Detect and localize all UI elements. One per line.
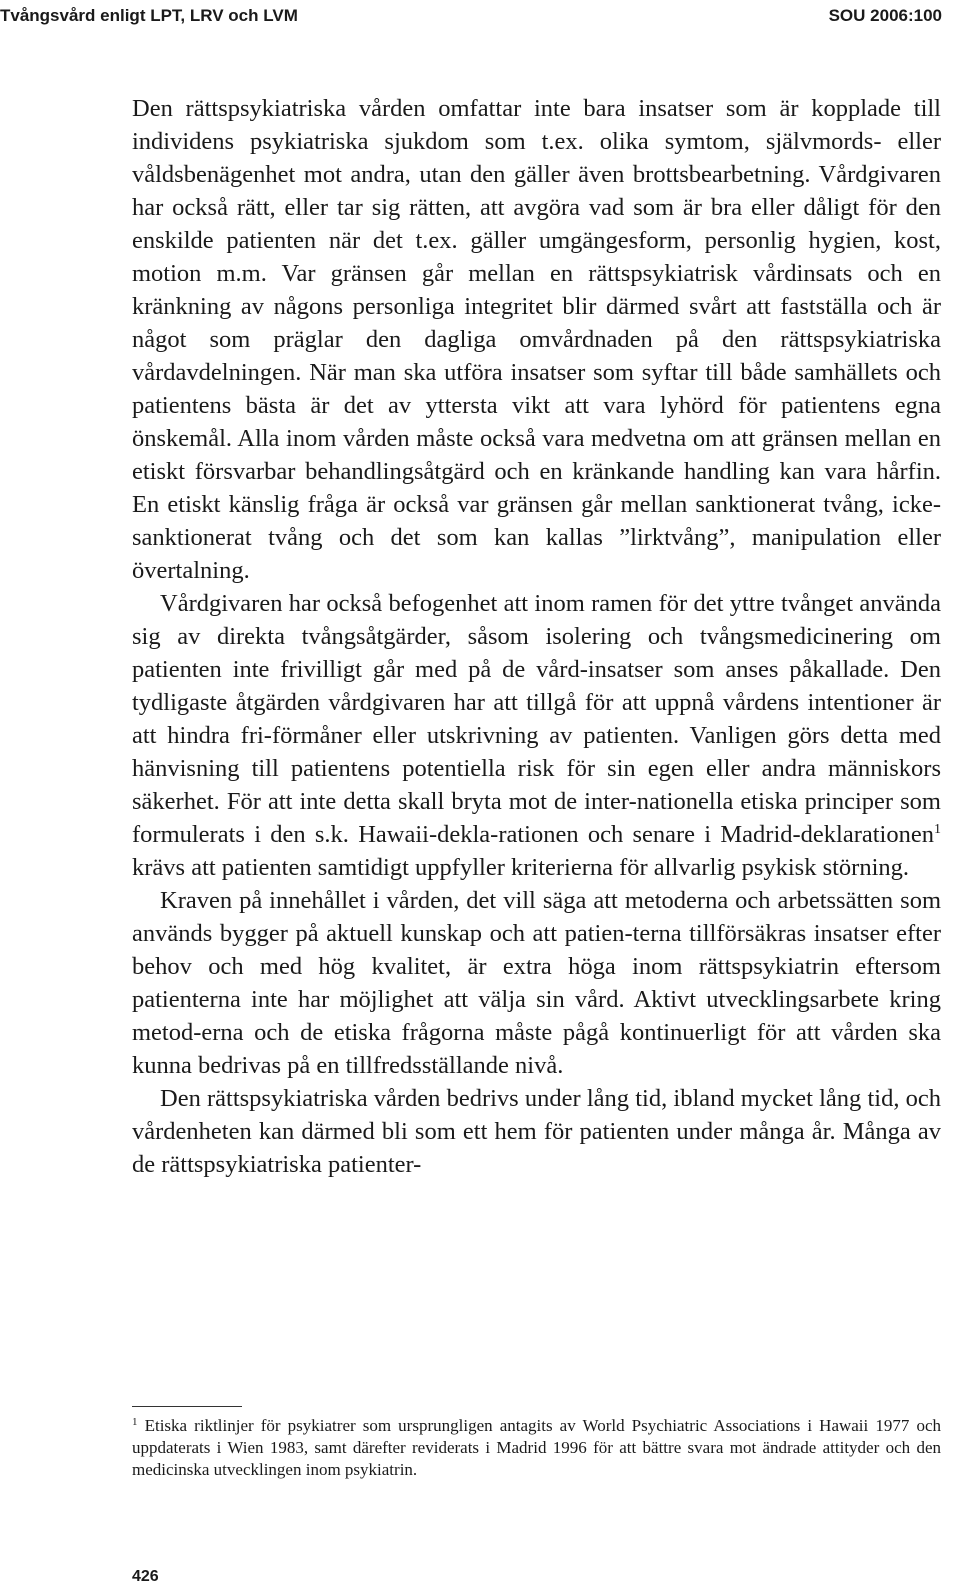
footnote-reference: 1 xyxy=(934,822,941,837)
paragraph xyxy=(132,587,941,884)
paragraph: Den rättspsykiatriska vården bedrivs under lång tid, ibland mycket lång tid, och vårdenheten kan därmed bli som ett hem för patienten under många år. Många av de rättspsykiatriska patienter- xyxy=(132,1085,941,1178)
running-header xyxy=(0,4,942,28)
page-number: 426 xyxy=(132,1568,159,1585)
paragraph: Den rättspsykiatriska vården omfattar inte bara insatser som är kopplade till individens psykiatriska sjukdom som t.ex. olika symtom, självmords- eller våldsbenägenhet mot andra, utan den gäller även brottsbearbetning. Vårdgivaren har också rätt, eller tar sig rätten, att avgöra vad som är bra eller dåligt för den enskilde patienten när det t.ex. gäller umgängesform, personlig hygien, kost, motion m.m. Var gränsen går mellan en rättspsykiatrisk vårdinsats och en kränkning av någons personliga integritet blir därmed svårt att fastställa och är något som präglar den dagliga omvårdnaden på den rättspsykiatriska vårdavdelningen. När man ska utföra insatser som syftar till både samhällets och patientens bästa är det av yttersta vikt att vara lyhörd för patientens egna önskemål. Alla inom vården måste också vara medvetna om att gränsen mellan en etiskt försvarbar behandlingsåtgärd och en kränkande handling kan vara hårfin. En etiskt känslig fråga är också var gränsen går mellan sanktionerat tvång, icke-sanktionerat tvång och det som kan kallas ”lirktvång”, manipulation eller övertalning. xyxy=(132,95,941,584)
paragraph: Kraven på innehållet i vården, det vill säga att metoderna och arbetssätten som används bygger på aktuell kunskap och att patien-terna tillförsäkras insatser efter behov och med hög kvalitet, är extra höga inom rättspsykiatrin eftersom patienterna inte har möjlighet att välja sin vård. Aktivt utvecklingsarbete kring metod-erna och de etiska frågorna måste pågå kontinuerligt för att vården ska kunna bedrivas på en tillfredsställande nivå. xyxy=(132,887,941,1079)
footnote xyxy=(132,1415,941,1481)
paragraph-text-tail: krävs att patienten samtidigt uppfyller kriterierna för allvarlig psykisk störning. xyxy=(132,854,910,881)
header-report-id: SOU 2006:100 xyxy=(828,6,942,25)
body-text xyxy=(132,92,941,1181)
paragraph-text: Vårdgivaren har också befogenhet att inom ramen för det yttre tvånget använda sig av direkta tvångsåtgärder, såsom isolering och tvångsmedicinering om patienten inte frivilligt går med på de vård-insatser som anses påkallade. Den tydligaste åtgärden vårdgivaren har att tillgå för att uppnå vårdens intentioner är att hindra fri-förmåner eller utskrivning av patienten. Vanligen görs detta med hänvisning till patientens potentiella risk för sin egen eller andra människors säkerhet. För att inte detta skall bryta mot de inter-nationella etiska principer som formulerats i den s.k. Hawaii-dekla-rationen och senare i Madrid-deklarationen xyxy=(132,590,941,848)
footnote-number: 1 xyxy=(132,1416,138,1428)
footnote-text: Etiska riktlinjer för psykiatrer som ursprungligen antagits av World Psychiatric Associations i Hawaii 1977 och uppdaterats i Wien 1983, samt därefter reviderats i Madrid 1996 för att bättre svara mot ändrade attityder och den medicinska utvecklingen inom psykiatrin. xyxy=(132,1416,941,1479)
footnote-divider xyxy=(132,1406,242,1407)
header-title: Tvångsvård enligt LPT, LRV och LVM xyxy=(0,6,298,25)
